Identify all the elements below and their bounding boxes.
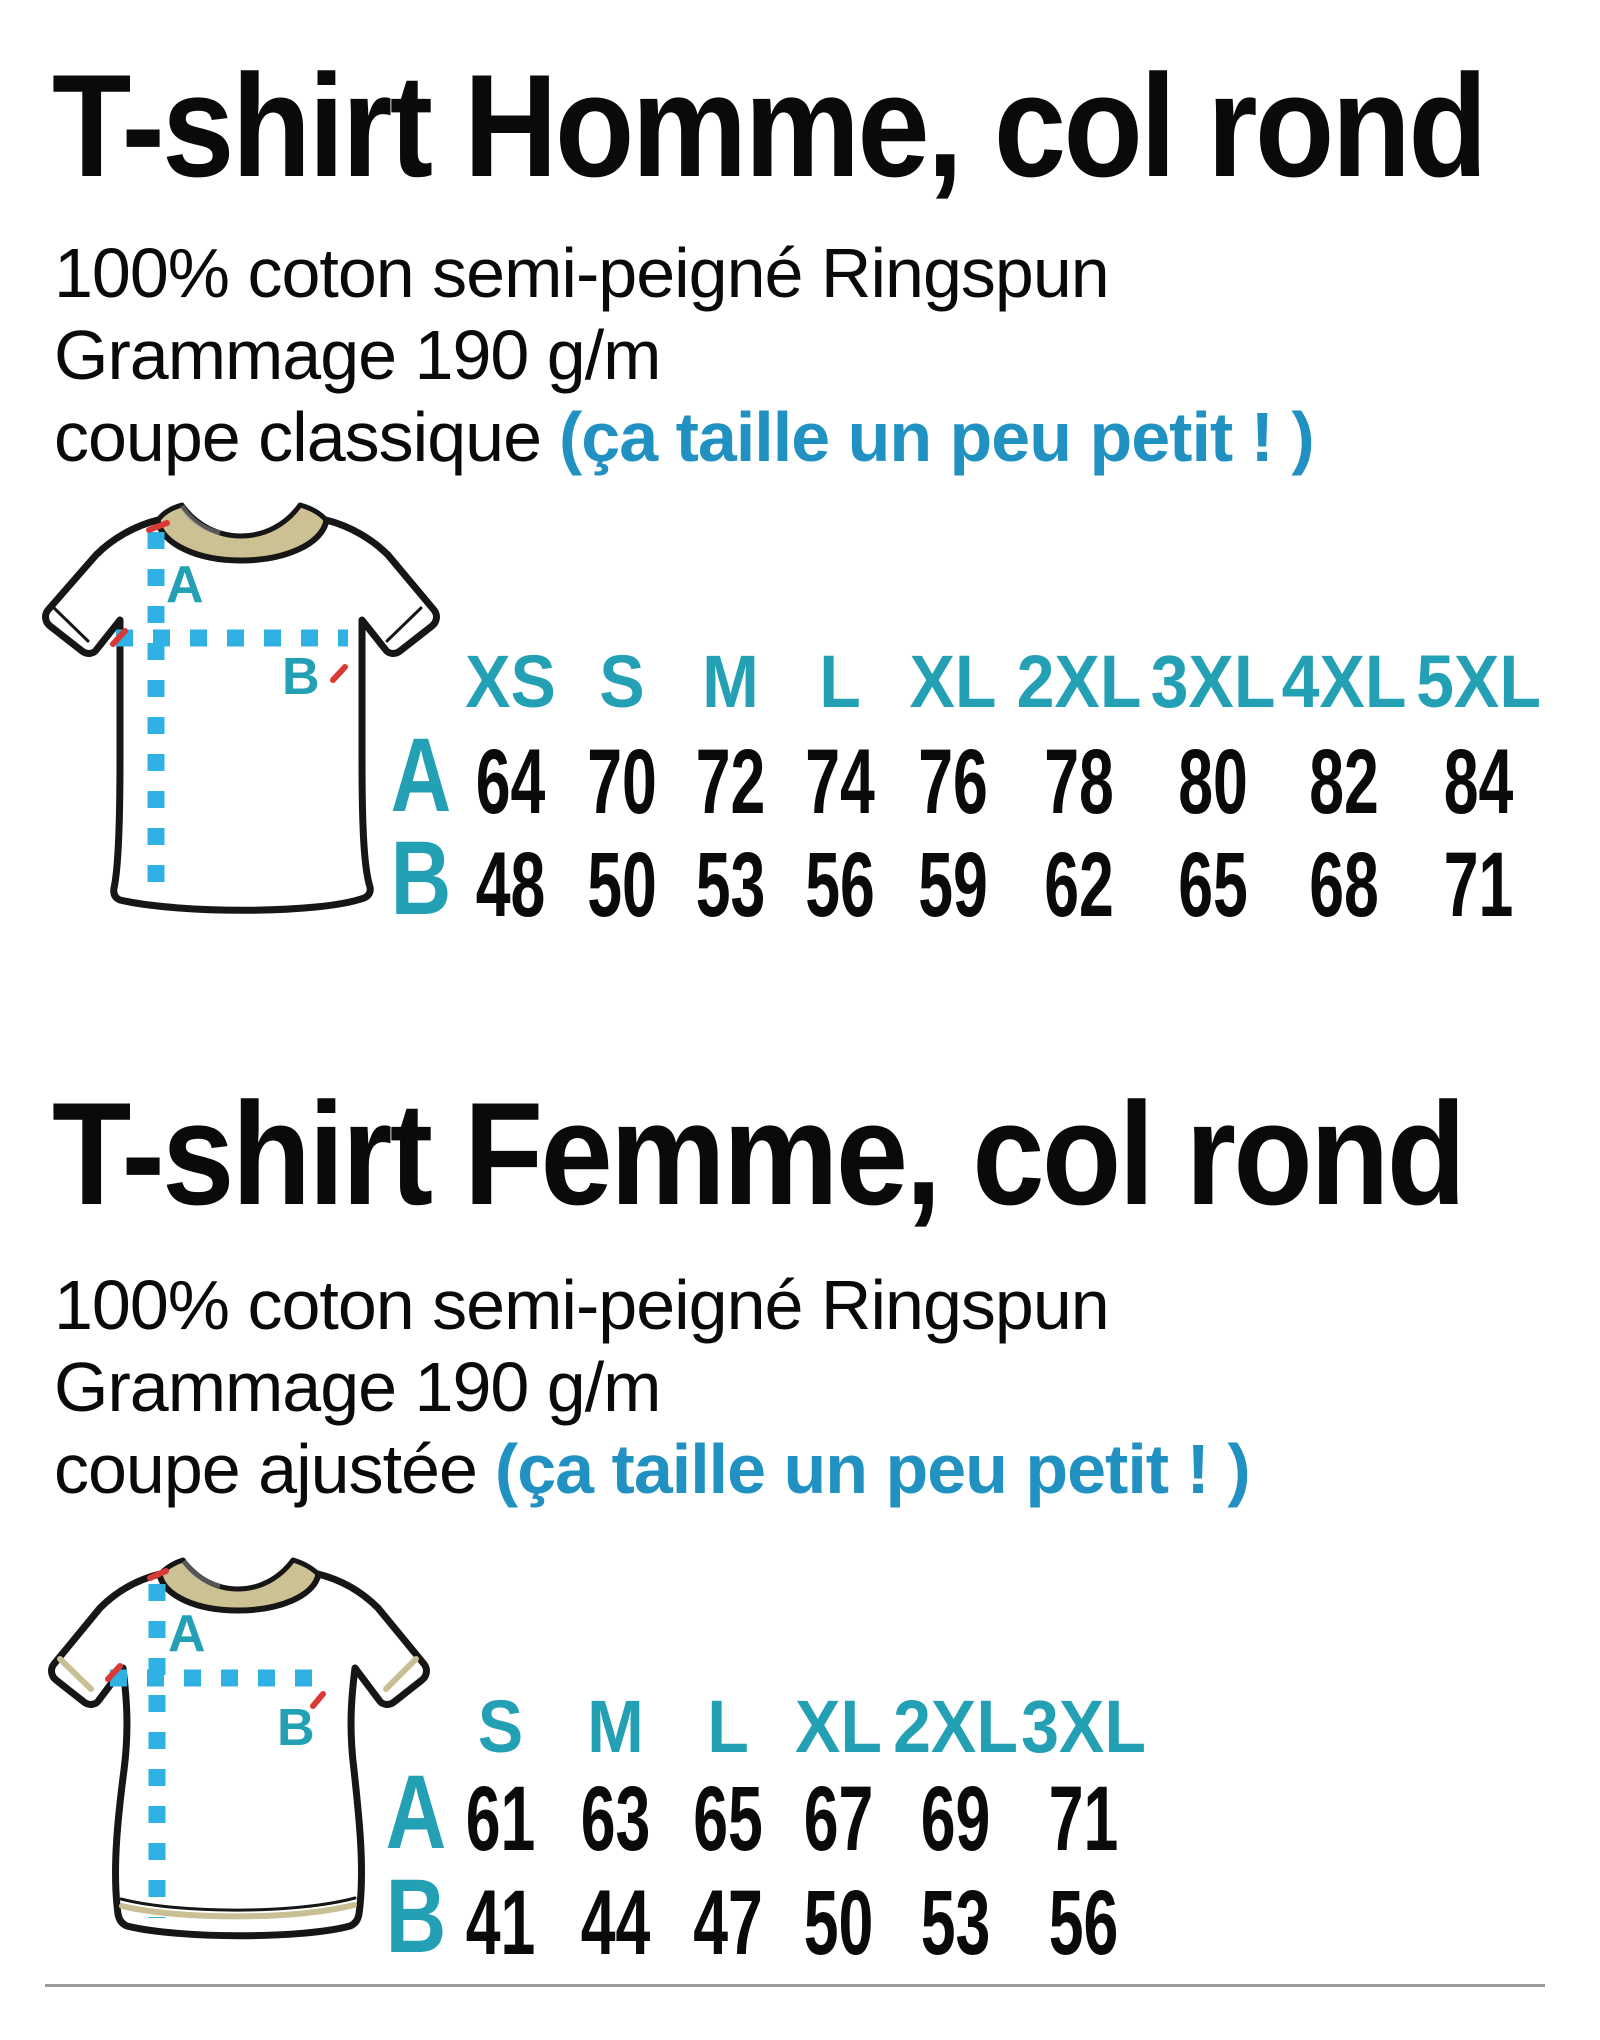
femme-a-value: 71 — [1048, 1768, 1119, 1870]
femme-b-value: 47 — [693, 1872, 763, 1974]
homme-a-value: 72 — [695, 731, 766, 833]
femme-b-value: 50 — [803, 1872, 874, 1974]
femme-b-value: 53 — [920, 1872, 991, 1974]
femme-row-b-label: B — [385, 1858, 447, 1975]
femme-diagram-a-label: A — [168, 1605, 206, 1663]
homme-tee-outline — [46, 520, 452, 910]
homme-desc-weight: Grammage 190 g/m — [54, 316, 661, 394]
femme-section-title: T-shirt Femme, col rond — [52, 1072, 1464, 1235]
homme-row-a-label: A — [390, 717, 452, 834]
femme-b-value: 41 — [465, 1872, 536, 1974]
homme-b-value: 71 — [1443, 834, 1514, 936]
femme-tee-outline — [52, 1574, 427, 1936]
homme-size-table — [385, 640, 1548, 937]
femme-a-value: 65 — [693, 1768, 763, 1870]
homme-desc-fit — [54, 396, 1314, 478]
homme-size-header: L — [819, 640, 861, 723]
femme-row-a-label: A — [385, 1754, 447, 1871]
femme-b-value: 44 — [580, 1872, 651, 1974]
homme-a-value: 64 — [475, 731, 546, 833]
homme-b-value: 56 — [805, 834, 875, 936]
homme-a-value: 80 — [1178, 731, 1248, 833]
homme-section-title: T-shirt Homme, col rond — [52, 44, 1486, 207]
homme-desc-material: 100% coton semi-peigné Ringspun — [54, 234, 1109, 312]
homme-b-value: 50 — [587, 834, 657, 936]
homme-row-b-label: B — [390, 820, 452, 937]
homme-size-header: XS — [465, 640, 556, 723]
homme-size-header: S — [599, 640, 645, 723]
femme-desc-fit — [54, 1428, 1250, 1510]
homme-a-value: 70 — [587, 731, 657, 833]
homme-diagram-a-label: A — [166, 556, 204, 614]
femme-a-value: 69 — [920, 1768, 991, 1870]
femme-description — [54, 1264, 1250, 1510]
homme-diagram-b-label: B — [282, 648, 320, 706]
femme-desc-weight: Grammage 190 g/m — [54, 1348, 661, 1426]
femme-size-header: L — [707, 1685, 749, 1768]
femme-diagram-b-label: B — [277, 1699, 315, 1757]
homme-b-value: 65 — [1178, 834, 1248, 936]
homme-a-value: 78 — [1044, 731, 1114, 833]
homme-size-header: 2XL — [1016, 640, 1142, 723]
homme-b-value: 59 — [918, 834, 988, 936]
homme-a-value: 76 — [918, 731, 988, 833]
homme-a-value: 74 — [805, 731, 875, 833]
femme-table-corner — [380, 1690, 443, 1764]
femme-fit-text: coupe ajustée — [54, 1430, 477, 1508]
femme-size-header: 2XL — [893, 1685, 1018, 1768]
femme-a-value: 61 — [465, 1768, 536, 1870]
homme-a-value: 84 — [1443, 731, 1514, 833]
femme-a-value: 67 — [803, 1768, 874, 1870]
femme-fit-note: (ça taille un peu petit ! ) — [494, 1430, 1250, 1508]
homme-b-value: 53 — [695, 834, 766, 936]
homme-size-header: M — [702, 640, 759, 723]
homme-fit-note: (ça taille un peu petit ! ) — [559, 398, 1314, 476]
bottom-divider — [45, 1984, 1545, 1987]
homme-b-value: 62 — [1044, 834, 1114, 936]
femme-size-header: M — [587, 1685, 644, 1768]
homme-fit-text: coupe classique — [54, 398, 541, 476]
femme-size-header: XL — [795, 1685, 882, 1768]
tshirt-homme-measure-diagram-icon — [30, 498, 452, 928]
femme-desc-material: 100% coton semi-peigné Ringspun — [54, 1266, 1109, 1344]
femme-size-table — [380, 1685, 1150, 1975]
homme-description — [54, 232, 1314, 478]
femme-size-header: S — [477, 1685, 524, 1768]
homme-b-value: 68 — [1309, 834, 1379, 936]
homme-a-value: 82 — [1309, 731, 1379, 833]
homme-size-header: 3XL — [1150, 640, 1276, 723]
femme-size-header: 3XL — [1021, 1685, 1146, 1768]
homme-table-corner — [385, 646, 453, 719]
femme-b-value: 56 — [1048, 1872, 1119, 1974]
homme-size-header: 4XL — [1281, 640, 1407, 723]
homme-b-value: 48 — [475, 834, 546, 936]
homme-size-header: 5XL — [1416, 640, 1541, 723]
homme-size-header: XL — [909, 640, 997, 723]
femme-a-value: 63 — [580, 1768, 651, 1870]
